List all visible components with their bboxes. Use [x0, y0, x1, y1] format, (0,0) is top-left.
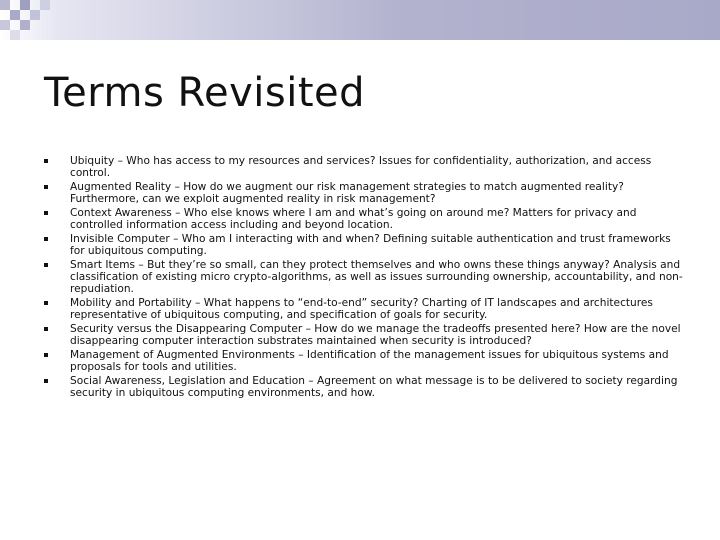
slide-title: Terms Revisited: [44, 70, 366, 116]
bullet-text: Mobility and Portability – What happens to “end-to-end” security? Charting of IT landscapes and architectures representative of ubiquitous computing, and specification of goals for security.: [70, 297, 653, 322]
bullet-marker-icon: [44, 297, 70, 305]
header-checker-decoration: [0, 0, 56, 40]
bullet-marker-icon: [44, 375, 70, 383]
bullet-text: Ubiquity – Who has access to my resources and services? Issues for confidentiality, authorization, and access control.: [70, 155, 652, 180]
bullet-item: [44, 297, 684, 321]
bullet-marker-icon: [44, 233, 70, 241]
bullet-text: Security versus the Disappearing Computer – How do we manage the tradeoffs presented here? How are the novel disappearing computer interaction substrates maintained when security is introduced?: [70, 323, 681, 348]
bullet-text: Smart Items – But they’re so small, can they protect themselves and who owns these things anyway? Analysis and classification of existing micro crypto-algorithms, as well as issues surrounding ownership, accountability, and non-repudiation.: [70, 259, 683, 296]
bullet-marker-icon: [44, 181, 70, 189]
bullet-marker-icon: [44, 323, 70, 331]
bullet-item: [44, 349, 684, 373]
bullet-item: [44, 323, 684, 347]
bullet-marker-icon: [44, 349, 70, 357]
bullet-text: Invisible Computer – Who am I interacting with and when? Defining suitable authentication and trust frameworks for ubiquitous computing.: [70, 233, 671, 258]
bullet-marker-icon: [44, 207, 70, 215]
header-gradient-bar: [0, 0, 720, 40]
bullet-marker-icon: [44, 155, 70, 163]
bullet-text: Management of Augmented Environments – Identification of the management issues for ubiquitous systems and proposals for tools and utilities.: [70, 349, 669, 374]
bullet-text: Augmented Reality – How do we augment our risk management strategies to match augmented reality? Furthermore, can we exploit augmented reality in risk management?: [70, 181, 624, 206]
bullet-item: [44, 181, 684, 205]
bullet-text: Social Awareness, Legislation and Education – Agreement on what message is to be delivered to society regarding security in ubiquitous computing environments, and how.: [70, 375, 678, 400]
bullet-marker-icon: [44, 259, 70, 267]
bullet-item: [44, 375, 684, 399]
bullet-text: Context Awareness – Who else knows where I am and what’s going on around me? Matters for privacy and controlled information access including and beyond location.: [70, 207, 637, 232]
bullet-item: [44, 155, 684, 179]
bullet-list: [44, 155, 684, 401]
bullet-item: [44, 233, 684, 257]
bullet-item: [44, 259, 684, 296]
bullet-item: [44, 207, 684, 231]
